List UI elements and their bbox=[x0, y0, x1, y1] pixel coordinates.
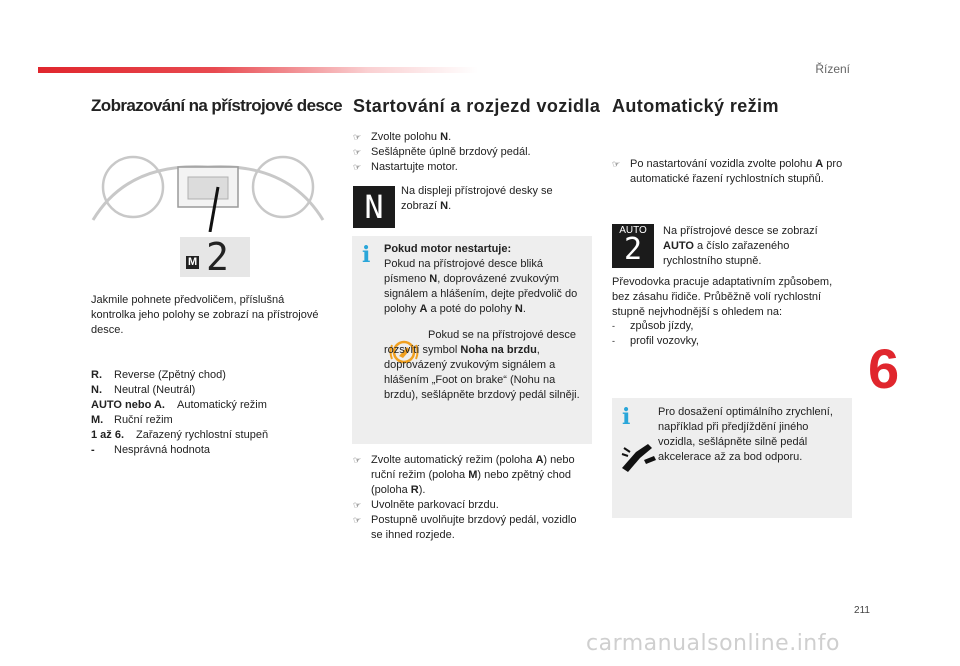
bullet-icon: ☞ bbox=[353, 147, 362, 157]
text-run: . bbox=[448, 200, 452, 212]
text-run: Na přístrojové desce se zobrazí bbox=[663, 225, 818, 237]
list-item bbox=[612, 334, 850, 349]
section-title: Řízení bbox=[815, 62, 850, 76]
text-run: a číslo zařazeného rychlostního stupně. bbox=[663, 240, 790, 267]
foot-brake-text bbox=[384, 328, 589, 403]
text-run: Postupně uvolňujte brzdový pedál, vozidlo se ihned rozjede. bbox=[371, 514, 577, 541]
text-run: Pokud se na přístrojové desce rozsvítí symbol bbox=[384, 329, 576, 356]
adaptive-list bbox=[612, 319, 850, 349]
text-run: Pokud na přístrojové desce bliká písmeno bbox=[384, 258, 543, 285]
accelerator-foot-icon bbox=[618, 438, 658, 474]
info-panel-body bbox=[384, 242, 584, 317]
step-text: Nastartujte motor. bbox=[371, 161, 458, 173]
info-panel-engine bbox=[352, 236, 592, 444]
n-display bbox=[353, 186, 395, 228]
legend-value: Zařazený rychlostní stupeň bbox=[136, 429, 269, 441]
legend-row bbox=[91, 398, 331, 413]
legend-row bbox=[91, 413, 331, 428]
dash-marker: - bbox=[612, 321, 615, 331]
start-steps bbox=[353, 130, 588, 175]
legend-row bbox=[91, 443, 331, 458]
auto-display bbox=[612, 224, 654, 268]
text-run: ) nebo zpětný chod (poloha bbox=[371, 469, 571, 496]
left-heading: Zobrazování na přístrojové desce bbox=[91, 96, 342, 115]
text-bold: AUTO bbox=[663, 240, 694, 252]
step-text: Sešlápněte úplně brzdový pedál. bbox=[371, 146, 531, 158]
foot-pedal-icon bbox=[618, 438, 658, 474]
text-bold: A bbox=[419, 303, 428, 315]
list-item bbox=[353, 145, 588, 160]
watermark: carmanualsonline.info bbox=[586, 631, 840, 656]
list-item bbox=[612, 319, 850, 334]
gear-indicator-panel bbox=[180, 237, 250, 277]
adaptive-paragraph: Převodovka pracuje adaptativním způsobem, bez zásahu řidiče. Průběžně volí rychlostní stupně nejvhodnější s ohledem na: bbox=[612, 276, 833, 318]
text-run: ) nebo ruční režim (poloha bbox=[371, 454, 575, 481]
legend-key: AUTO nebo A. bbox=[91, 399, 165, 411]
text-run: ). bbox=[418, 484, 426, 496]
legend-row bbox=[91, 368, 331, 383]
legend-key: - bbox=[91, 444, 95, 456]
legend-key: M. bbox=[91, 414, 104, 426]
bullet-icon: ☞ bbox=[353, 515, 362, 525]
info-icon: i bbox=[362, 242, 371, 268]
chapter-number: 6 bbox=[868, 337, 900, 400]
auto-step bbox=[612, 157, 868, 187]
page-number: 211 bbox=[854, 605, 870, 616]
header-accent-bar bbox=[38, 67, 478, 73]
text-run: , doprovázené zvukovým signálem a hlášením, dejte předvolič do polohy bbox=[384, 273, 578, 315]
text-run: Na displeji přístrojové desky se zobrazí bbox=[401, 185, 553, 212]
text-run: způsob jízdy, bbox=[630, 320, 694, 332]
text-run: , doprovázený zvukovým signálem a hlášením „Foot on brake“ (Nohu na brzdu), sešlápněte brzdový pedál silněji. bbox=[384, 344, 580, 401]
cluster-outline-icon bbox=[88, 132, 328, 232]
text-run: Po nastartování vozidla zvolte polohu bbox=[630, 158, 816, 170]
legend-value: Automatický režim bbox=[177, 399, 267, 411]
text-bold: N bbox=[514, 303, 523, 315]
text-run: pro automatické řazení rychlostních stupňů. bbox=[630, 158, 843, 185]
text-bold: N bbox=[429, 273, 438, 285]
left-intro: Jakmile pohnete předvoličem, příslušná kontrolka jeho polohy se zobrazí na přístrojové desce. bbox=[91, 294, 319, 336]
list-item bbox=[353, 513, 590, 543]
list-item bbox=[353, 453, 590, 498]
text-bold: R bbox=[410, 484, 419, 496]
list-item bbox=[353, 130, 588, 145]
auto-display-digit: 2 bbox=[623, 232, 643, 267]
legend-row bbox=[91, 428, 331, 443]
legend-key: R. bbox=[91, 369, 102, 381]
info-icon: i bbox=[622, 404, 631, 430]
text-run: a poté do polohy bbox=[427, 303, 515, 315]
legend-value: Neutral (Neutrál) bbox=[114, 384, 196, 396]
mode-letter-badge: M bbox=[188, 256, 198, 268]
text-bold: N bbox=[440, 200, 449, 212]
drive-steps bbox=[353, 453, 590, 543]
bullet-icon: ☞ bbox=[353, 132, 362, 142]
text-run: . bbox=[522, 303, 526, 315]
legend-key: N. bbox=[91, 384, 102, 396]
legend-value: Nesprávná hodnota bbox=[114, 444, 211, 456]
list-item bbox=[353, 160, 588, 175]
n-display-letter: N bbox=[364, 188, 384, 226]
step-text: . bbox=[448, 131, 452, 143]
info-title: Pokud motor nestartuje: bbox=[384, 243, 512, 255]
text-run: Uvolněte parkovací brzdu. bbox=[371, 499, 499, 511]
text-bold: A bbox=[815, 158, 824, 170]
legend-value: Reverse (Zpětný chod) bbox=[114, 369, 226, 381]
bullet-icon: ☞ bbox=[353, 162, 362, 172]
bullet-icon: ☞ bbox=[612, 159, 621, 169]
step-text: Zvolte polohu bbox=[371, 131, 441, 143]
tip-panel bbox=[612, 398, 852, 518]
legend-row bbox=[91, 383, 331, 398]
step-bold: N bbox=[440, 131, 449, 143]
auto-display-text bbox=[663, 224, 843, 269]
n-display-text bbox=[401, 184, 581, 214]
auto-display-label: AUTO bbox=[619, 225, 647, 236]
text-bold: A bbox=[535, 454, 544, 466]
instrument-cluster-illustration bbox=[88, 132, 328, 280]
legend-key: 1 až 6. bbox=[91, 429, 125, 441]
tip-text: Pro dosažení optimálního zrychlení, například při předjíždění jiného vozidla, sešlápněte silně pedál akcelerace až za bod odporu. bbox=[658, 406, 833, 463]
legend-list bbox=[91, 368, 331, 458]
right-heading: Automatický režim bbox=[612, 96, 779, 116]
bullet-icon: ☞ bbox=[353, 455, 362, 465]
gear-digit: 2 bbox=[206, 235, 229, 279]
text-run: Zvolte automatický režim (poloha bbox=[371, 454, 536, 466]
middle-heading: Startování a rozjezd vozidla bbox=[353, 96, 601, 116]
dash-marker: - bbox=[612, 336, 615, 346]
bullet-icon: ☞ bbox=[353, 500, 362, 510]
legend-value: Ruční režim bbox=[114, 414, 173, 426]
text-bold: Noha na brzdu bbox=[460, 344, 537, 356]
list-item bbox=[353, 498, 590, 513]
text-bold: M bbox=[468, 469, 478, 481]
text-run: profil vozovky, bbox=[630, 335, 699, 347]
